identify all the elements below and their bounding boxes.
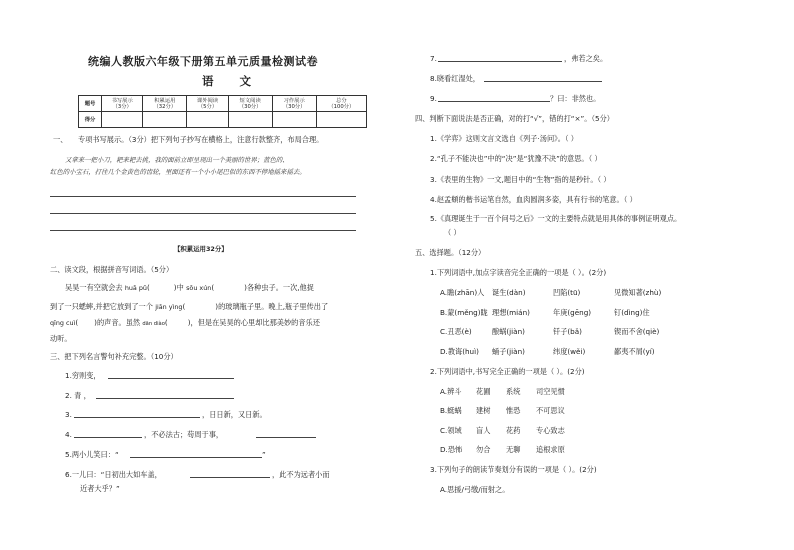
section-4-title: 四、判断下面说法是否正确，对的打“√”，错的打“×”。（5分）: [415, 114, 614, 123]
score-table-header-label: 题号: [79, 96, 102, 112]
section-1-passage-line1: 又拿来一把小刀，耙来耙去挑，我的面前立即呈现出一个美丽的世界；蓝色的、: [65, 156, 289, 164]
score-col-1: 书写展示 （3分）: [102, 96, 143, 112]
answer-line[interactable]: [130, 457, 262, 458]
choice-question-1: 1.下列词语中,加点字读音完全正确的一项是（ ）。(2分): [430, 268, 607, 277]
section-3-title: 三、把下列名言警句补充完整。（10分）: [50, 352, 178, 361]
quote-item-7-text: ，弗若之矣。: [564, 54, 608, 63]
choice-1-option-c-word4: 锲而不舍(qiè): [614, 327, 660, 336]
judge-item-1: 1.《学弈》这则文言文选自《列子·汤问》。（ ）: [430, 134, 578, 143]
quote-item-6-middle: ，此不为远者小而: [272, 470, 330, 479]
section-2-line1: 吴昊一有空就会去 huā pǔ( )中 sōu xún( )各种虫子。一次,他捉: [65, 283, 314, 292]
score-cell[interactable]: [187, 112, 228, 128]
score-cell[interactable]: [272, 112, 316, 128]
score-table-row-label: 得分: [79, 112, 102, 128]
choice-2-option-d-word3: 无聊: [506, 445, 521, 454]
choice-1-option-b[interactable]: B.蒙(měng)眬: [440, 308, 488, 317]
choice-1-option-b-word4: 钉(dìng)住: [614, 308, 650, 317]
section-2-line3: qīng cuì( )的声音。虽然 dān diào( )，但是在吴昊的心里却比那美妙的音乐还: [50, 318, 320, 327]
quote-item-5-start: 5.两小儿笑曰：“: [65, 450, 119, 459]
writing-line[interactable]: [50, 196, 356, 197]
quote-item-7-number: 7.: [430, 54, 437, 63]
quote-item-1: 1.穷则变，: [65, 371, 101, 380]
choice-1-option-d-word3: 纬度(wěi): [553, 347, 586, 356]
section-banner: 【积累运用32分】: [174, 245, 228, 253]
writing-line[interactable]: [50, 213, 356, 214]
choice-2-option-a-word4: 司空见惯: [536, 387, 565, 396]
section-1-passage-line2: 红色的小宝石，打往几个金黄色的齿轮，里面还有一个小小尾巴似的东西不停地摇来摇去。: [50, 168, 306, 176]
judge-item-2: 2.“孔子不能决也”中的“决”是“犹豫不决”的意思。（ ）: [430, 154, 602, 163]
score-col-2: 积累运用 （32分）: [143, 96, 187, 112]
choice-1-option-a-word2: 诞生(dàn): [492, 288, 526, 297]
choice-2-option-b-word3: 惟恐: [506, 406, 521, 415]
choice-2-option-b[interactable]: B.蜓蜗: [440, 406, 462, 415]
answer-line[interactable]: [256, 437, 316, 438]
choice-2-option-c[interactable]: C.领域: [440, 426, 462, 435]
choice-2-option-c-word4: 专心致志: [536, 426, 565, 435]
score-col-6: 总分 （100分）: [316, 96, 366, 112]
section-2-title: 二、读文段，根据拼音写词语。（5分）: [50, 265, 174, 274]
choice-2-option-d-word4: 追根求原: [536, 445, 565, 454]
choice-question-3: 3.下列句子的朗读节奏划分有误的一项是（ ）。(2分): [430, 465, 597, 474]
judge-item-5-paren: （ ）: [444, 228, 461, 237]
choice-1-option-b-word2: 理想(mián): [492, 308, 530, 317]
quote-item-2: 2. 青 ，: [65, 391, 91, 400]
choice-3-option-a[interactable]: A.思援/弓缴/而射之。: [440, 485, 510, 494]
writing-line[interactable]: [50, 230, 356, 231]
exam-title: 统编人教版六年级下册第五单元质量检测试卷: [88, 55, 318, 68]
judge-item-4: 4.赵孟頫的楷书运笔自然，血肉圆润多姿，具有行书的笔意。（ ）: [430, 195, 637, 204]
choice-2-option-a[interactable]: A.辨斗: [440, 387, 462, 396]
section-1-title: 专项书写展示。（3分）把下列句子抄写在横格上，注意行款整齐，布局合理。: [78, 135, 324, 144]
choice-1-option-d[interactable]: D.教诲(huì): [440, 347, 479, 356]
choice-1-option-a-word4: 见微知著(zhù): [614, 288, 662, 297]
choice-question-2: 2.下列词语中,书写完全正确的一项是（ ）。(2分): [430, 367, 585, 376]
choice-1-option-c-word2: 酿蜗(jiàn): [492, 327, 525, 336]
section-5-title: 五、选择题。（12分）: [415, 248, 486, 257]
choice-2-option-b-word2: 建树: [476, 406, 491, 415]
answer-line[interactable]: [438, 61, 562, 62]
score-col-3: 课外阅读 （5分）: [187, 96, 228, 112]
choice-2-option-b-word4: 不可思议: [536, 406, 565, 415]
choice-2-option-a-word3: 系统: [506, 387, 521, 396]
choice-1-option-d-word2: 蛹子(jiàn): [492, 347, 525, 356]
section-2-line2: 到了一只蟋蟀,并把它放到了一个 jiān yìng( )的玻璃瓶子里。晚上,瓶子里传出了: [50, 302, 329, 311]
quote-item-9-number: 9.: [430, 94, 437, 103]
quote-item-3-text: ，日日新，又日新。: [202, 410, 267, 419]
quote-item-4-number: 4.: [65, 430, 72, 439]
score-cell[interactable]: [143, 112, 187, 128]
choice-1-option-c[interactable]: C.丑恶(è): [440, 327, 472, 336]
choice-2-option-d[interactable]: D.恐怖: [440, 445, 463, 454]
judge-item-3: 3.《表里的生物》一文,题目中的“生物”指的是秒针。（ ）: [430, 175, 611, 184]
judge-item-5: 5.《真理诞生于一百个问号之后》一文的主要特点就是用具体的事例证明观点。: [430, 214, 682, 223]
quote-item-3-number: 3.: [65, 410, 72, 419]
subject-title: 语 文: [202, 74, 263, 88]
answer-line[interactable]: [438, 101, 550, 102]
choice-2-option-c-word2: 盲人: [476, 426, 491, 435]
choice-1-option-a-word3: 凹陷(tū): [553, 288, 581, 297]
quote-item-5-end: ”: [262, 450, 266, 459]
score-cell[interactable]: [228, 112, 272, 128]
score-cell[interactable]: [316, 112, 366, 128]
answer-line[interactable]: [484, 81, 602, 82]
choice-1-option-a[interactable]: A.瞻(zhān)人: [440, 288, 485, 297]
choice-2-option-d-word2: 勿合: [476, 445, 491, 454]
answer-line[interactable]: [108, 378, 234, 379]
score-col-5: 习作展示 （30分）: [272, 96, 316, 112]
section-1-number: 一、: [53, 135, 68, 144]
choice-1-option-c-word3: 钎子(bǎ): [553, 327, 582, 336]
quote-item-6-start: 6.一儿曰：“日初出大如车盖，: [65, 470, 162, 479]
answer-line[interactable]: [74, 417, 200, 418]
section-2-line4: 动听。: [50, 334, 72, 343]
score-cell[interactable]: [102, 112, 143, 128]
quote-item-4-text: ，不必法古；苟周于事，: [144, 430, 224, 439]
answer-line[interactable]: [74, 437, 142, 438]
answer-line[interactable]: [190, 477, 270, 478]
score-col-4: 短文阅读 （30分）: [228, 96, 272, 112]
score-table: [78, 95, 367, 128]
choice-2-option-c-word3: 花药: [506, 426, 521, 435]
quote-item-6-end: 近者大乎？”: [80, 484, 120, 493]
quote-item-9-text: ？曰：非然也。: [550, 94, 601, 103]
quote-item-8: 8.晓看红湿处，: [430, 74, 480, 83]
choice-1-option-d-word4: 鄙夷不屑(yí): [614, 347, 655, 356]
answer-line[interactable]: [96, 398, 234, 399]
choice-1-option-b-word3: 年庚(gēng): [553, 308, 592, 317]
choice-2-option-a-word2: 花圃: [476, 387, 491, 396]
